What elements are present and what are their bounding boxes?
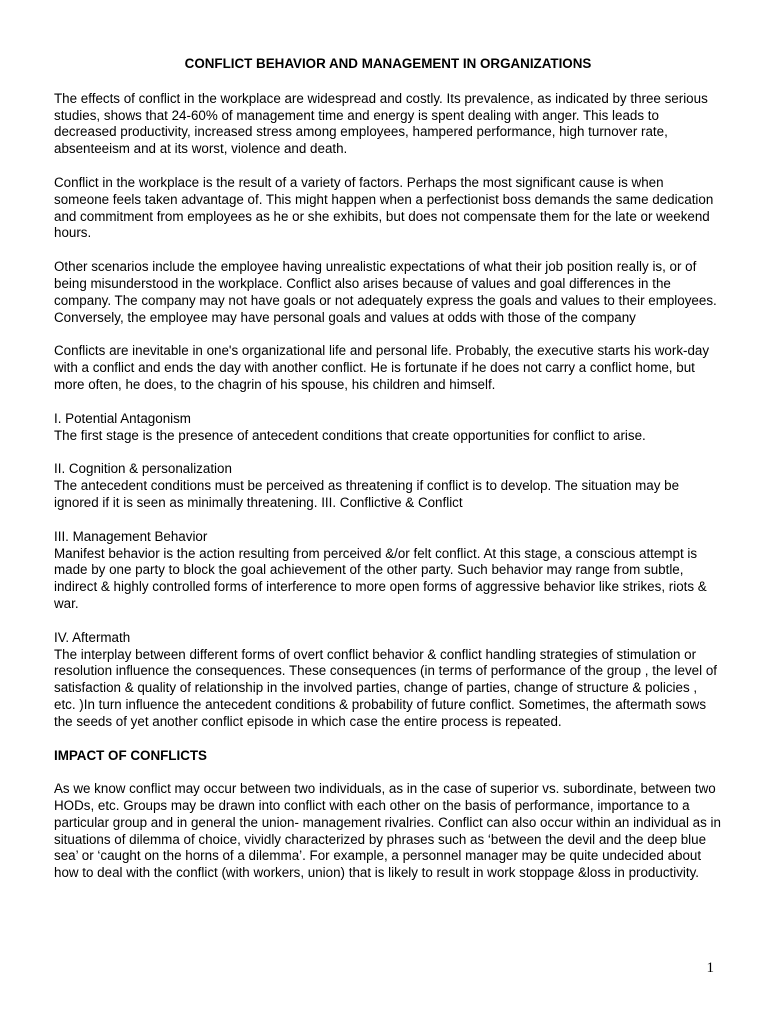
paragraph-impact: As we know conflict may occur between two individuals, as in the case of superior vs. subordinate, between two HODs, etc. Groups may be drawn into conflict with each other on the basis of performance, importance to a particular group and in general the union- management rivalries. Conflict can also occur within an individual as in situations of dilemma of choice, vividly characterized by phrases such as ‘between the devil and the deep blue sea’ or ‘caught on the horns of a dilemma’. For example, a personnel manager may be quite undecided about how to deal with the conflict (with workers, union) that is likely to result in work stoppage &loss in productivity. (54, 781, 721, 881)
stage-2-heading: II. Cognition & personalization (54, 461, 232, 477)
document-page (54, 56, 722, 899)
stage-4-section (54, 630, 722, 731)
page-number: 1 (706, 960, 714, 976)
stage-2-section (54, 461, 722, 511)
stage-2-text: The antecedent conditions must be perceived as threatening if conflict is to develop. The situation may be ignored if it is seen as minimally threatening. III. Conflictive & Conflict (54, 478, 680, 510)
stage-3-heading: III. Management Behavior (54, 528, 208, 544)
document-title: CONFLICT BEHAVIOR AND MANAGEMENT IN ORGANIZATIONS (184, 56, 592, 71)
stage-1-text: The first stage is the presence of antecedent conditions that create opportunities for conflict to arise. (54, 427, 646, 443)
stage-4-heading: IV. Aftermath (54, 629, 131, 645)
stage-1-section (54, 411, 722, 445)
stage-4-text: The interplay between different forms of overt conflict behavior & conflict handling strategies of stimulation or resolution influence the consequences. These consequences (in terms of performance of the group , the level of satisfaction & quality of relationship in the involved parties, change of parties, change of structure & policies , etc. )In turn influence the antecedent conditions & probability of future conflict. Sometimes, the aftermath sows the seeds of yet another conflict episode in which case the entire process is repeated. (54, 646, 717, 729)
stage-1-heading: I. Potential Antagonism (54, 410, 191, 426)
paragraph-scenarios: Other scenarios include the employee having unrealistic expectations of what their job position really is, or of being misunderstood in the workplace. Conflict also arises because of values and goal differences in the company. The company may not have goals or not adequately express the goals and values to their employees. Conversely, the employee may have personal goals and values at odds with those of the company (54, 259, 717, 325)
stage-3-text: Manifest behavior is the action resulting from perceived &/or felt conflict. At this stage, a conscious attempt is made by one party to block the goal achievement of the other party. Such behavior may range from subtle, indirect & highly controlled forms of interference to more open forms of aggressive behavior like strikes, riots & war. (54, 545, 707, 611)
impact-heading: IMPACT OF CONFLICTS (54, 747, 207, 763)
stage-3-section (54, 529, 722, 613)
paragraph-causes: Conflict in the workplace is the result of a variety of factors. Perhaps the most significant cause is when someone feels taken advantage of. This might happen when a perfectionist boss demands the same dedication and commitment from employees as he or she exhibits, but does not compensate them for the late or weekend hours. (54, 174, 714, 241)
paragraph-inevitable: Conflicts are inevitable in one's organizational life and personal life. Probably, the executive starts his work-day with a conflict and ends the day with another conflict. He is fortunate if he does not carry a conflict home, but more often, he does, to the chagrin of his spouse, his children and himself. (54, 343, 710, 392)
paragraph-effects: The effects of conflict in the workplace are widespread and costly. Its prevalence, as indicated by three serious studies, shows that 24-60% of management time and energy is spent dealing with anger. This leads to decreased productivity, increased stress among employees, hampered performance, high turnover rate, absenteeism and at its worst, violence and death. (54, 90, 708, 157)
